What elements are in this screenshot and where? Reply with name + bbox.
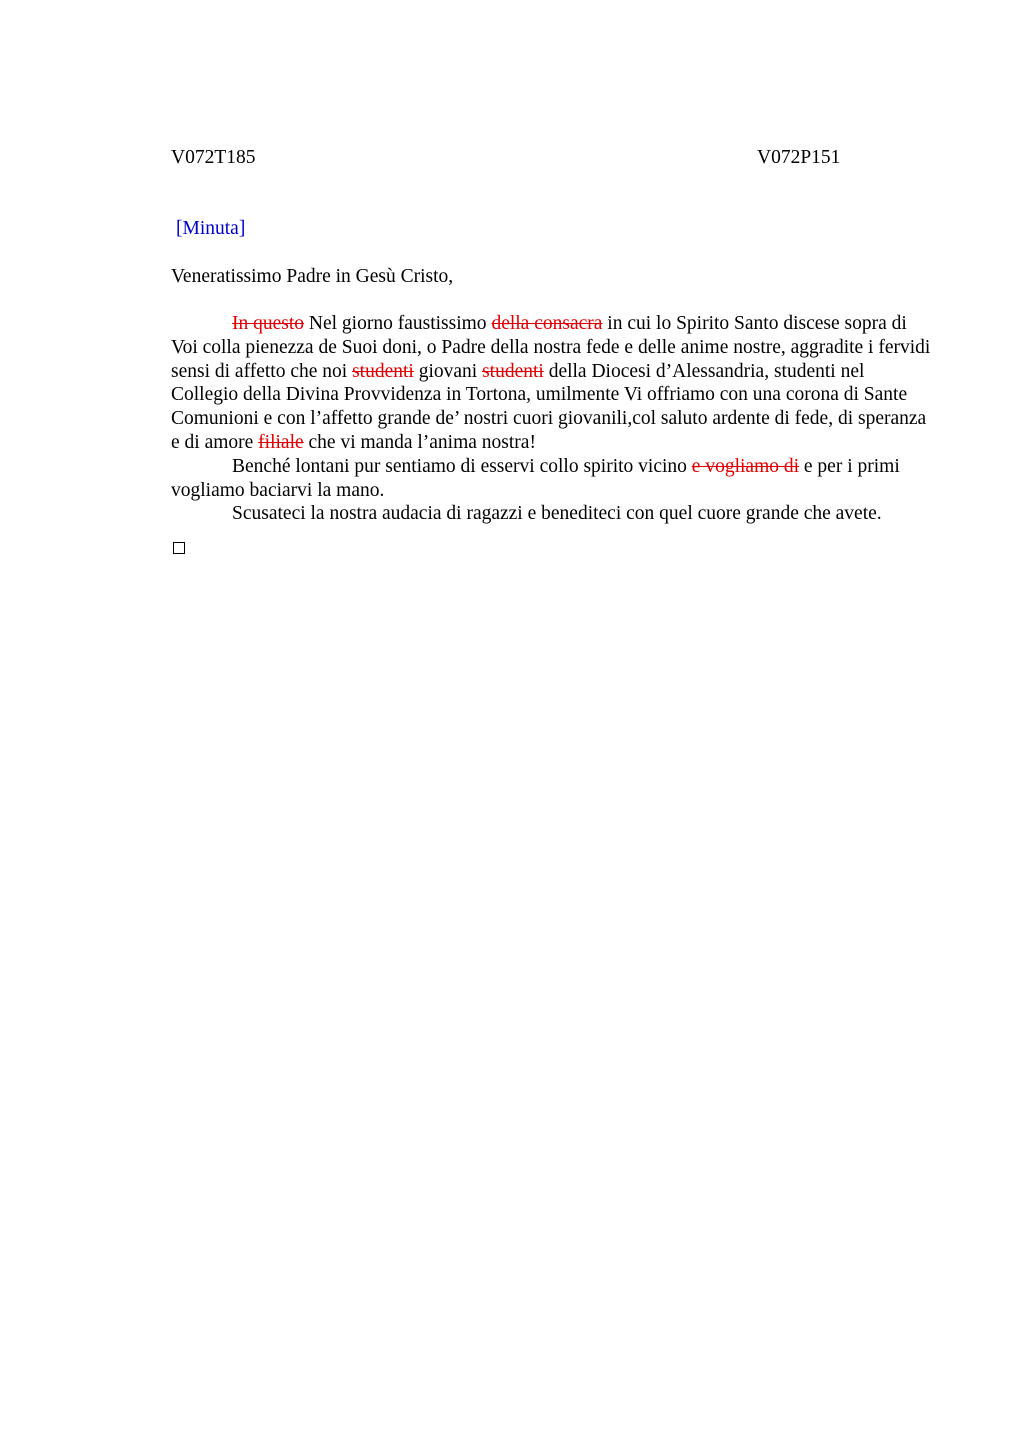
document-code-right: V072P151 bbox=[757, 147, 841, 168]
text-segment: e per i primi vogliamo baciarvi la mano. bbox=[171, 455, 900, 501]
text-segment: Nel giorno faustissimo bbox=[304, 313, 492, 334]
text-segment: giovani bbox=[413, 360, 483, 382]
salutation: Veneratissimo Padre in Gesù Cristo, bbox=[171, 266, 454, 287]
text-segment: della Diocesi d’Alessandria, studenti nel Collegio della Divina Provvidenza in Tortona, umilmente Vi offriamo con una corona di Sante Comunioni e con l’affetto grande de’ nostri cuori giovanili,col saluto ardente di fede, di speranza e di amore bbox=[171, 360, 927, 453]
deleted-text: della consacra bbox=[491, 313, 603, 334]
paragraph-1 bbox=[171, 312, 931, 455]
end-marker-box-icon bbox=[173, 542, 185, 554]
minuta-label: [Minuta] bbox=[176, 218, 246, 239]
deleted-text: studenti bbox=[482, 360, 544, 382]
text-segment: Benché lontani pur sentiamo di esservi collo spirito vicino bbox=[232, 455, 692, 477]
document-code-left: V072T185 bbox=[171, 147, 256, 168]
paragraph-3 bbox=[171, 502, 931, 526]
deleted-text: In questo bbox=[232, 313, 305, 334]
letter-body bbox=[171, 312, 931, 526]
text-segment: in cui lo Spirito Santo discese sopra di Voi colla pienezza de Suoi doni, o Padre della nostra fede e delle anime nostre, aggradite i fervidi sensi di affetto che noi bbox=[171, 313, 931, 382]
deleted-text: filiale bbox=[258, 431, 304, 453]
deleted-text: studenti bbox=[352, 360, 414, 382]
deleted-text: e vogliamo di bbox=[691, 455, 800, 477]
paragraph-2 bbox=[171, 455, 931, 503]
text-segment: che vi manda l’anima nostra! bbox=[303, 431, 536, 453]
text-segment: Scusateci la nostra audacia di ragazzi e benediteci con quel cuore grande che avete. bbox=[232, 503, 882, 525]
